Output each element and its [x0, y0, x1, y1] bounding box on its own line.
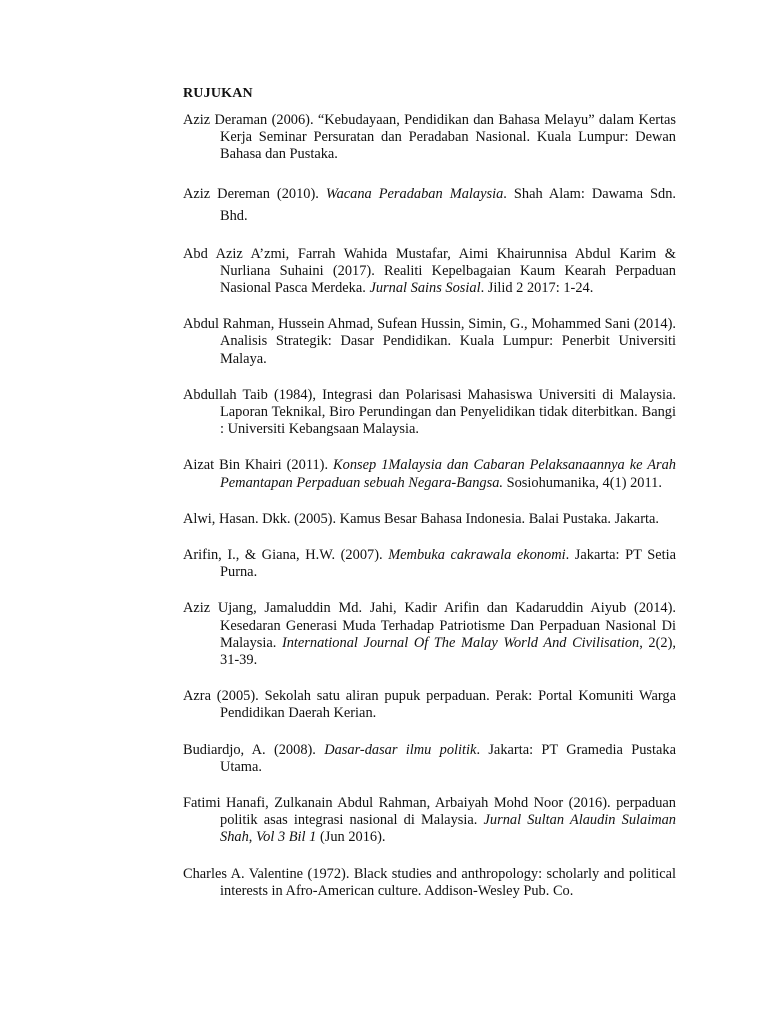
- reference-text: . Jakarta: PT Gramedia Pustaka Utama.: [220, 741, 676, 775]
- reference-title-italic: Vol 3 Bil 1: [255, 829, 317, 846]
- reference-text: Abdullah Taib (1984), Integrasi dan Polarisasi Mahasiswa Universiti di Malaysia. Laporan Teknikal, Biro Perundingan dan Penyelidikan tidak diterbitkan. Bangi : Universiti Kebangsaan Malaysia.: [183, 386, 676, 438]
- reference-title-italic: Membuka cakrawala ekonomi: [388, 547, 566, 564]
- reference-text: . Jakarta: PT Setia Purna.: [220, 547, 676, 581]
- reference-text: ,: [248, 829, 256, 846]
- reference-entry: [183, 112, 676, 164]
- reference-title-italic: Jurnal Sains Sosial: [369, 280, 481, 297]
- page-title: RUJUKAN: [183, 86, 253, 101]
- reference-text: Arifin, I., & Giana, H.W. (2007).: [183, 547, 389, 564]
- reference-text: Fatimi Hanafi, Zulkanain Abdul Rahman, Arbaiyah Mohd Noor (2016). perpaduan politik asas integrasi nasional di Malaysia.: [183, 795, 676, 829]
- reference-text: , 2(2), 31-39.: [220, 634, 676, 669]
- reference-text: Azra (2005). Sekolah satu aliran pupuk perpaduan. Perak: Portal Komuniti Warga Pendidikan Daerah Kerian.: [183, 688, 676, 722]
- reference-text: Abd Aziz A’zmi, Farrah Wahida Mustafar, Aimi Khairunnisa Abdul Karim & Nurliana Suhaini (2017). Realiti Kepelbagaian Kaum Kearah Perpaduan Nasional Pasca Merdeka.: [183, 245, 676, 297]
- reference-entry: [183, 600, 676, 669]
- reference-list: [183, 112, 676, 919]
- reference-text: Aziz Dereman (2010).: [183, 185, 326, 202]
- reference-entry: [183, 795, 676, 847]
- reference-text: (Jun 2016).: [316, 829, 386, 846]
- reference-entry: [183, 246, 676, 298]
- reference-entry: [183, 387, 676, 439]
- reference-text: . Jilid 2 2017: 1-24.: [480, 280, 594, 297]
- reference-text: Aizat Bin Khairi (2011).: [183, 457, 334, 474]
- reference-text: Abdul Rahman, Hussein Ahmad, Sufean Hussin, Simin, G., Mohammed Sani (2014). Analisis Strategik: Dasar Pendidikan. Kuala Lumpur: Penerbit Universiti Malaya.: [183, 316, 676, 367]
- reference-entry: [183, 866, 676, 900]
- reference-title-italic: Jurnal Sultan Alaudin Sulaiman Shah: [220, 812, 676, 846]
- reference-title-italic: Wacana Peradaban Malaysia: [325, 185, 504, 202]
- reference-text: Alwi, Hasan. Dkk. (2005). Kamus Besar Bahasa Indonesia. Balai Pustaka. Jakarta.: [183, 510, 659, 527]
- reference-entry: [183, 688, 676, 722]
- reference-title-italic: Konsep 1Malaysia dan Cabaran Pelaksanaannya ke Arah Pemantapan Perpaduan sebuah Negara-Bangsa.: [220, 457, 676, 491]
- reference-text: Aziz Deraman (2006). “Kebudayaan, Pendidikan dan Bahasa Melayu” dalam Kertas Kerja Seminar Persuratan dan Peradaban Nasional. Kuala Lumpur: Dewan Bahasa dan Pustaka.: [183, 112, 676, 163]
- reference-text: Charles A. Valentine (1972). Black studies and anthropology: scholarly and political interests in Afro-American culture. Addison-Wesley Pub. Co.: [183, 865, 676, 899]
- reference-entry: [183, 316, 676, 368]
- reference-text: . Shah Alam: Dawama Sdn. Bhd.: [220, 185, 677, 224]
- reference-entry: [183, 457, 676, 491]
- reference-entry: [183, 511, 676, 528]
- reference-text: Aziz Ujang, Jamaluddin Md. Jahi, Kadir Arifin dan Kadaruddin Aiyub (2014). Kesedaran Generasi Muda Terhadap Patriotisme Dan Perpaduan Nasional Di Malaysia.: [183, 600, 676, 651]
- reference-entry: [183, 183, 676, 227]
- reference-entry: [183, 742, 676, 776]
- reference-entry: [183, 547, 676, 581]
- reference-title-italic: Dasar-dasar ilmu politik: [324, 741, 477, 758]
- reference-title-italic: International Journal Of The Malay World And Civilisation: [281, 634, 640, 651]
- reference-text: Budiardjo, A. (2008).: [183, 741, 325, 758]
- reference-text: Sosiohumanika, 4(1) 2011.: [503, 474, 662, 491]
